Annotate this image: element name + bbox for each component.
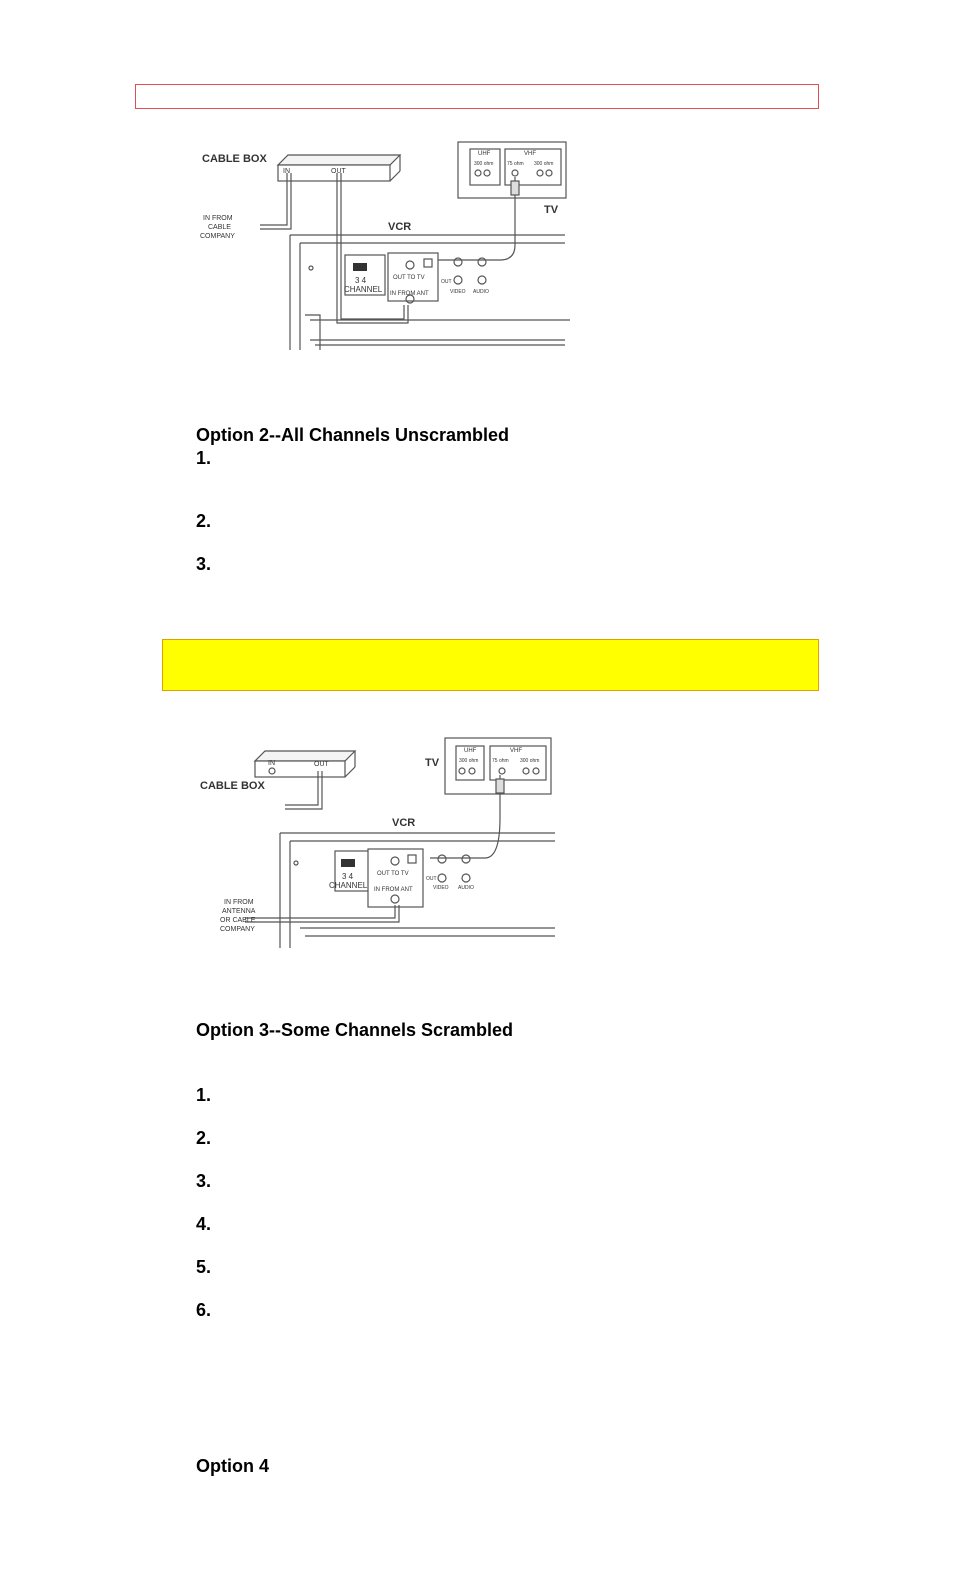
in-from-label-2: CABLE	[208, 224, 231, 231]
uhf-label-2: UHF	[464, 748, 477, 754]
vhf-300-ohm-2: 300 ohm	[520, 758, 540, 764]
vcr-label-2: VCR	[392, 817, 416, 829]
cable-box-out-label: OUT	[331, 168, 346, 175]
uhf-300-ohm: 300 ohm	[474, 161, 494, 167]
out-to-tv-label-2: OUT TO TV	[377, 871, 409, 877]
vhf-300-ohm: 300 ohm	[534, 161, 554, 167]
option2-step-3: 3.	[196, 554, 212, 574]
option3-step-1: 1.	[196, 1085, 212, 1105]
out-small-label: OUT	[441, 279, 452, 285]
channel-numbers: 3 4	[355, 276, 367, 285]
vhf-label: VHF	[524, 151, 536, 157]
in-from-ant-label-2: IN FROM ANT	[374, 887, 413, 893]
option2-step-1: 1.	[196, 448, 212, 468]
uhf-300-ohm-2: 300 ohm	[459, 758, 479, 764]
cable-box-label: CABLE BOX	[202, 153, 267, 165]
channel-label: CHANNEL	[344, 285, 383, 294]
channel-numbers-2: 3 4	[342, 872, 354, 881]
audio-label-2: AUDIO	[458, 885, 474, 891]
vcr-label: VCR	[388, 221, 412, 233]
option3-step-2: 2.	[196, 1128, 212, 1148]
in-from-ant-label: IN FROM ANT	[390, 291, 429, 297]
audio-label: AUDIO	[473, 289, 489, 295]
in-from-label-2-1: IN FROM	[224, 899, 254, 906]
in-from-label-2-3: OR CABLE	[220, 917, 256, 924]
option3-step-6: 6.	[196, 1300, 212, 1320]
diagram-option2-connection	[190, 733, 565, 958]
cable-box-out-label-2: OUT	[314, 761, 329, 768]
video-label-2: VIDEO	[433, 885, 449, 891]
vhf-75-ohm: 75 ohm	[507, 161, 524, 167]
in-from-label-1: IN FROM	[203, 215, 233, 222]
option4-title: Option 4	[196, 1456, 269, 1476]
tv-label-2: TV	[425, 757, 440, 769]
option2-step-2: 2.	[196, 511, 212, 531]
tv-label: TV	[544, 204, 559, 216]
yellow-banner-box	[162, 639, 819, 691]
out-small-label-2: OUT	[426, 876, 437, 882]
option2-title: Option 2--All Channels Unscrambled	[196, 425, 510, 445]
option3-step-3: 3.	[196, 1171, 212, 1191]
vhf-label-2: VHF	[510, 748, 522, 754]
option3-step-5: 5.	[196, 1257, 212, 1277]
channel-label-2: CHANNEL	[329, 881, 368, 890]
cable-box-in-label-2: IN	[268, 760, 275, 767]
uhf-label: UHF	[478, 151, 491, 157]
cable-box-label-2: CABLE BOX	[200, 780, 265, 792]
in-from-label-2-4: COMPANY	[220, 926, 255, 933]
vhf-75-ohm-2: 75 ohm	[492, 758, 509, 764]
video-label: VIDEO	[450, 289, 466, 295]
out-to-tv-label: OUT TO TV	[393, 275, 425, 281]
in-from-label-3: COMPANY	[200, 233, 235, 240]
in-from-label-2-2: ANTENNA	[222, 908, 256, 915]
diagram-option1-connection	[190, 135, 575, 360]
red-banner-box	[135, 84, 819, 109]
cable-box-in-label: IN	[283, 168, 290, 175]
option3-title: Option 3--Some Channels Scrambled	[196, 1020, 514, 1040]
option3-step-4: 4.	[196, 1214, 212, 1234]
